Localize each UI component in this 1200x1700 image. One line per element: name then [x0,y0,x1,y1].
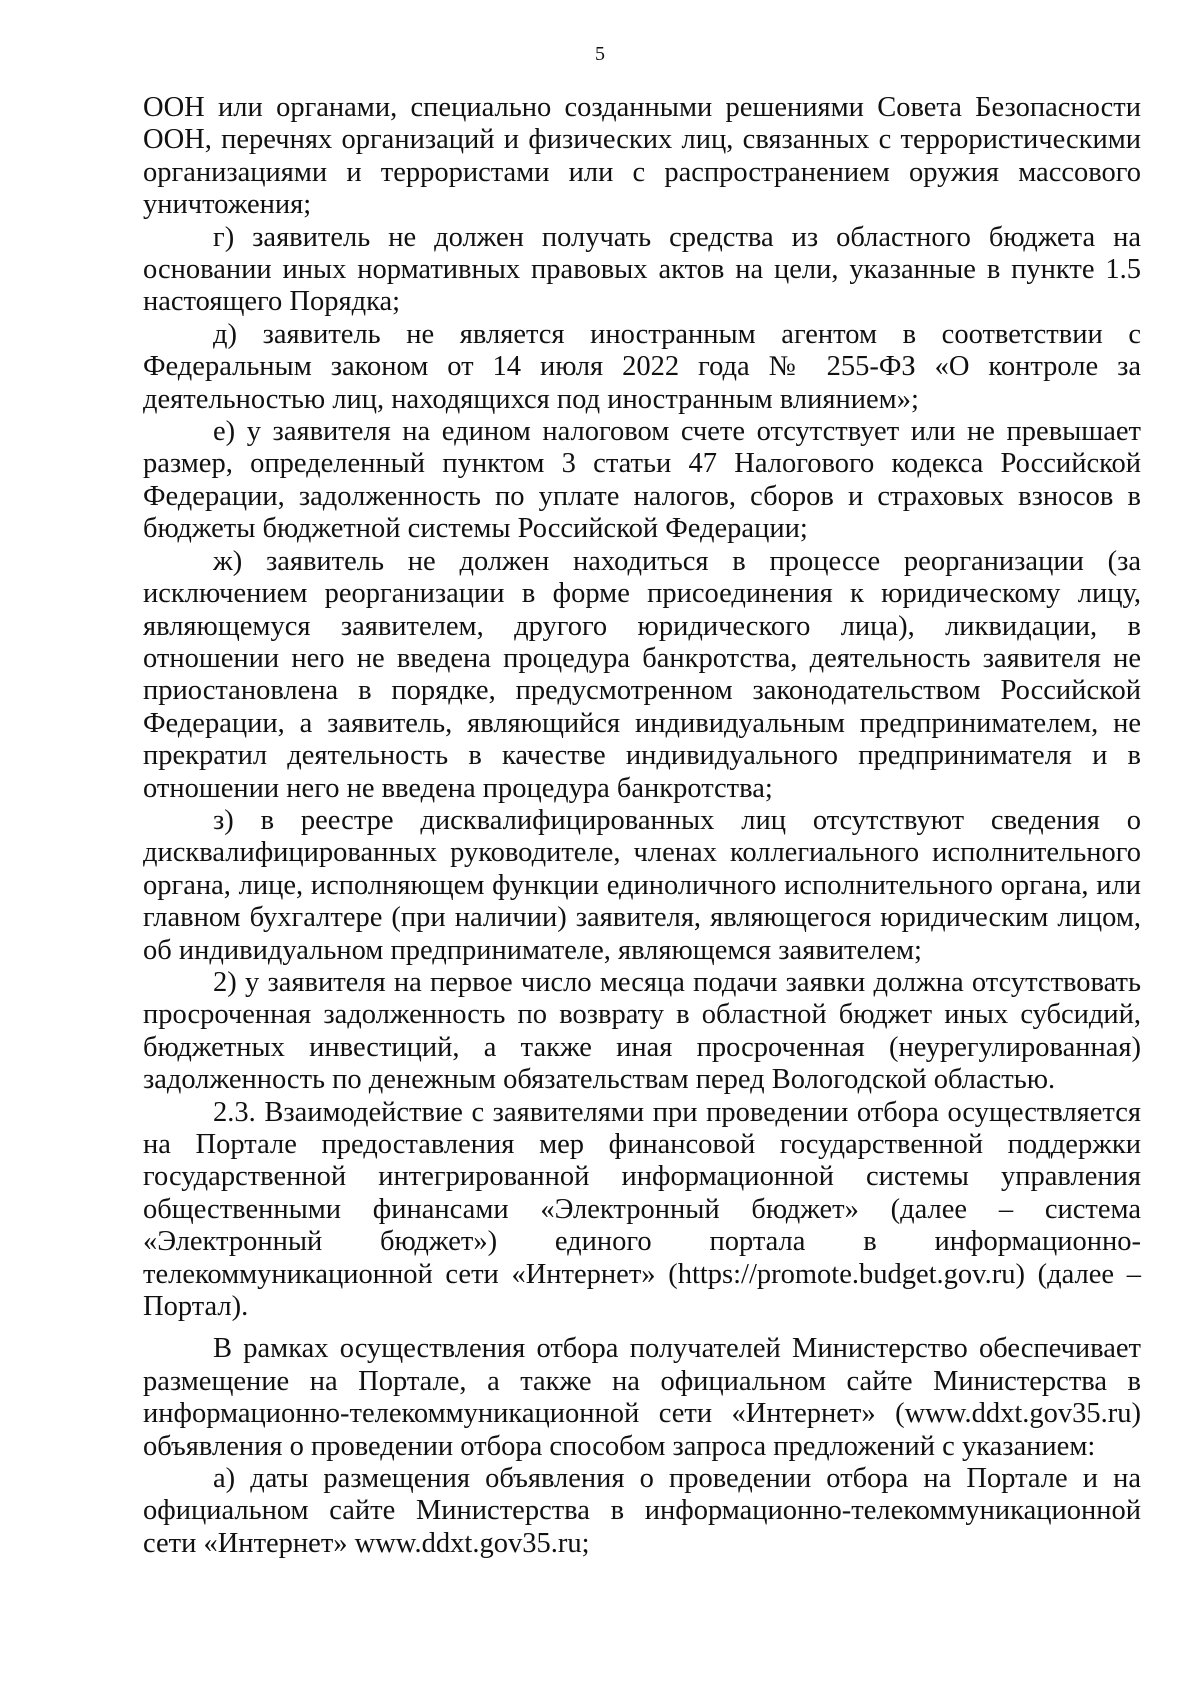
paragraph-section-2-3: 2.3. Взаимодействие с заявителями при проведении отбора осуществляется на Портале предоставления мер финансовой государственной поддержки государственной интегрированной информационной системы управления общественными финансами «Электронный бюджет» (далее – система «Электронный бюджет») единого портала в информационно-телекоммуникационной сети «Интернет» (https://promote.budget.gov.ru) (далее – Портал). [143,1096,1141,1323]
paragraph-item-g: г) заявитель не должен получать средства из областного бюджета на основании иных нормативных правовых актов на цели, указанные в пункте 1.5 настоящего Порядка; [143,221,1141,318]
paragraph-item-2: 2) у заявителя на первое число месяца подачи заявки должна отсутствовать просроченная задолженность по возврату в областной бюджет иных субсидий, бюджетных инвестиций, а также иная просроченная (неурегулированная) задолженность по денежным обязательствам перед Вологодской областью. [143,966,1141,1096]
paragraph-item-e: е) у заявителя на едином налоговом счете отсутствует или не превышает размер, определенный пунктом 3 статьи 47 Налогового кодекса Российской Федерации, задолженность по уплате налогов, сборов и страховых взносов в бюджеты бюджетной системы Российской Федерации; [143,416,1141,545]
paragraph-announcement: В рамках осуществления отбора получателей Министерство обеспечивает размещение на Портале, а также на официальном сайте Министерства в информационно-телекоммуникационной сети «Интернет» (www.ddxt.gov35.ru) объявления о проведении отбора способом запроса предложений с указанием: [143,1333,1141,1462]
paragraph-item-zh: ж) заявитель не должен находиться в процессе реорганизации (за исключением реорганизации в форме присоединения к юридическому лицу, являющемуся заявителем, другого юридического лица), ликвидации, в отношении него не введена процедура банкротства, деятельность заявителя не приостановлена в порядке, предусмотренном законодательством Российской Федерации, а заявитель, являющийся индивидуальным предпринимателем, не прекратил деятельность в качестве индивидуального предпринимателя и в отношении него не введена процедура банкротства; [143,545,1141,804]
page-number: 5 [595,43,605,65]
paragraph-item-a: а) даты размещения объявления о проведении отбора на Портале и на официальном сайте Министерства в информационно-телекоммуникационной сети «Интернет» www.ddxt.gov35.ru; [143,1463,1141,1559]
paragraph-item-d: д) заявитель не является иностранным агентом в соответствии с Федеральным законом от 14 июля 2022 года № 255-ФЗ «О контроле за деятельностью лиц, находящихся под иностранным влиянием»; [143,318,1141,415]
paragraph-continuation: ООН или органами, специально созданными решениями Совета Безопасности ООН, перечнях организаций и физических лиц, связанных с террористическими организациями и террористами или с распространением оружия массового уничтожения; [143,92,1141,221]
document-body [143,92,1141,1560]
paragraph-item-z: з) в реестре дисквалифицированных лиц отсутствуют сведения о дисквалифицированных руководителе, членах коллегиального исполнительного органа, лице, исполняющем функции единоличного исполнительного органа, или главном бухгалтере (при наличии) заявителя, являющегося юридическим лицом, об индивидуальном предпринимателе, являющемся заявителем; [143,804,1141,966]
